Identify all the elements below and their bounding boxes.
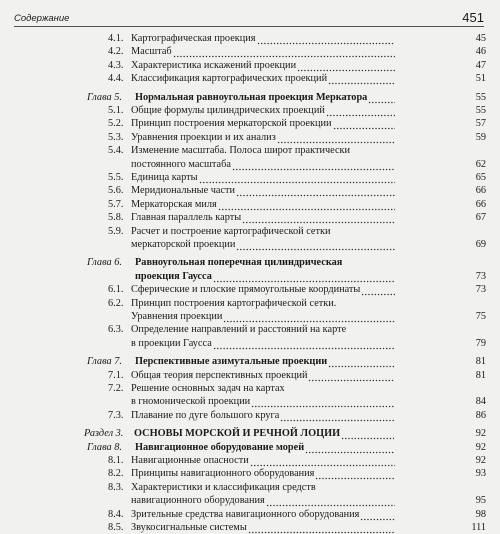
- toc-page-number: 47: [475, 59, 486, 71]
- toc-chapter-label: Глава 7.: [87, 356, 122, 368]
- leader-dots: [248, 525, 395, 534]
- toc-entry-title: Характеристика искажений проекции: [131, 59, 297, 71]
- toc-chapter-row: [0, 257, 500, 269]
- toc-entry-number: 5.2.: [108, 118, 124, 130]
- toc-entry-number: 5.6.: [108, 185, 124, 197]
- toc-page-number: 55: [475, 105, 486, 116]
- toc-page-number: 59: [475, 131, 486, 143]
- leader-dots: [368, 95, 395, 104]
- toc-chapter-title: Равноугольная поперечная цилиндрическая: [135, 257, 343, 269]
- toc-entry-row: [0, 105, 500, 117]
- toc-entry-number: 5.3.: [108, 131, 124, 143]
- toc-entry-row: [0, 212, 500, 224]
- toc-page-number: 46: [475, 46, 486, 58]
- toc-chapter-label: Глава 5.: [87, 91, 122, 103]
- toc-entry-title-continuation: в гномонической проекции: [131, 396, 251, 408]
- toc-entry-number: 8.1.: [108, 455, 124, 466]
- toc-entry-number: 5.4.: [108, 145, 124, 157]
- toc-entry-title: Принцип построения картографической сетки.: [131, 297, 337, 309]
- toc-page-number: 79: [475, 337, 486, 349]
- toc-entry-row: [0, 410, 500, 422]
- toc-chapter-title: Нормальная равноугольная проекция Меркатора: [135, 91, 368, 103]
- leader-dots: [213, 341, 395, 350]
- toc-chapter-title: Навигационное оборудование морей: [135, 441, 305, 453]
- leader-dots: [280, 413, 395, 422]
- toc-entry-row: [0, 118, 500, 130]
- toc-entry-number: 4.1.: [108, 33, 124, 44]
- toc-entry-row: [0, 509, 500, 521]
- toc-entry-row: [0, 383, 500, 395]
- toc-entry-number: 5.8.: [108, 212, 124, 224]
- toc-chapter-row: [0, 356, 500, 368]
- toc-continuation-row: [0, 159, 500, 171]
- leader-dots: [308, 373, 395, 382]
- toc-page-number: 45: [475, 33, 486, 44]
- toc-entry-title: Масштаб: [131, 46, 172, 58]
- toc-continuation-row: [0, 239, 500, 251]
- toc-entry-number: 8.5.: [108, 522, 124, 533]
- toc-entry-title: Уравнения проекции и их анализ: [131, 131, 276, 143]
- toc-entry-title: Меридиональные части: [131, 185, 236, 197]
- toc-entry-number: 5.5.: [108, 172, 124, 183]
- toc-page-number: 98: [475, 508, 486, 520]
- toc-continuation-row: [0, 495, 500, 507]
- leader-dots: [213, 274, 395, 283]
- toc-entry-row: [0, 60, 500, 72]
- header-page-number: 451: [462, 10, 484, 25]
- toc-entry-title-continuation: навигационного оборудования: [131, 495, 265, 507]
- toc-chapter-row: [0, 428, 500, 440]
- toc-entry-number: 7.2.: [108, 383, 124, 394]
- leader-dots: [326, 108, 395, 117]
- leader-dots: [236, 242, 395, 251]
- toc-entry-title: Классификация картографических проекций: [131, 73, 328, 85]
- toc-entry-row: [0, 46, 500, 58]
- leader-dots: [242, 215, 395, 224]
- toc-page-number: 92: [475, 428, 486, 440]
- toc-entry-number: 8.2.: [108, 468, 124, 480]
- toc-entry-number: 6.2.: [108, 297, 124, 309]
- toc-entry-title: Характеристики и классификация средств: [131, 481, 316, 493]
- toc-entry-row: [0, 33, 500, 45]
- toc-entry-row: [0, 172, 500, 184]
- leader-dots: [315, 471, 395, 480]
- leader-dots: [250, 458, 395, 467]
- toc-entry-title: Общие формулы цилиндрических проекций: [131, 105, 325, 116]
- toc-entry-row: [0, 522, 500, 534]
- toc-page-number: 57: [475, 118, 486, 130]
- toc-page-number: 81: [475, 356, 486, 368]
- toc-page-number: 95: [475, 495, 486, 507]
- toc-entry-number: 6.1.: [108, 284, 124, 296]
- leader-dots: [361, 287, 395, 296]
- leader-dots: [341, 431, 394, 440]
- toc-chapter-label: Глава 6.: [87, 257, 122, 269]
- toc-continuation-row: [0, 311, 500, 323]
- toc-continuation-row: [0, 338, 500, 350]
- toc-entry-title: Сферические и плоские прямоугольные координаты: [131, 284, 361, 296]
- leader-dots: [236, 188, 395, 197]
- toc-page-number: 51: [475, 73, 486, 85]
- toc-entry-title-continuation: постоянного масштаба: [131, 158, 231, 170]
- leader-dots: [232, 162, 395, 171]
- toc-chapter-title: ОСНОВЫ МОРСКОЙ И РЕЧНОЙ ЛОЦИИ: [134, 428, 341, 440]
- toc-entry-number: 4.4.: [108, 73, 124, 85]
- leader-dots: [333, 121, 395, 130]
- toc-page-number: 111: [471, 522, 486, 533]
- toc-page-number: 65: [475, 172, 486, 183]
- toc-chapter-title: Перспективные азимутальные проекции: [135, 356, 328, 368]
- leader-dots: [251, 399, 395, 408]
- toc-entry-number: 7.1.: [108, 369, 124, 381]
- leader-dots: [360, 512, 395, 521]
- toc-entry-row: [0, 455, 500, 467]
- leader-dots: [218, 202, 395, 211]
- toc-entry-title: Решение основных задач на картах: [131, 383, 285, 394]
- toc-entry-number: 5.7.: [108, 198, 124, 210]
- leader-dots: [173, 49, 395, 58]
- toc-page-number: 86: [475, 409, 486, 421]
- toc-entry-title: Навигационные опасности: [131, 455, 249, 466]
- toc-entry-row: [0, 199, 500, 211]
- toc-entry-title: Общая теория перспективных проекций: [131, 369, 308, 381]
- toc-entry-title-continuation: проекция Гаусса: [135, 270, 212, 282]
- toc-continuation-row: [0, 271, 500, 283]
- toc-page-number: 67: [475, 212, 486, 224]
- toc-entry-row: [0, 73, 500, 85]
- toc-entry-title: Расчет и построение картографической сетки: [131, 225, 331, 237]
- toc-entry-title: Изменение масштаба. Полоса широт практически: [131, 145, 351, 157]
- leader-dots: [257, 36, 395, 45]
- leader-dots: [305, 445, 395, 454]
- toc-entry-title: Меркаторская миля: [131, 198, 217, 210]
- leader-dots: [297, 63, 395, 72]
- toc-chapter-row: [0, 92, 500, 104]
- toc-entry-title: Единица карты: [131, 172, 198, 183]
- toc-entry-title-continuation: Уравнения проекции: [131, 311, 223, 322]
- toc-chapter-label: Глава 8.: [87, 441, 122, 453]
- toc-page-number: 69: [475, 239, 486, 250]
- toc-entry-number: 8.3.: [108, 481, 124, 493]
- toc-page-number: 84: [475, 396, 486, 408]
- toc-page-number: 62: [475, 158, 486, 170]
- toc-page-number: 73: [475, 284, 486, 296]
- toc-entry-title-continuation: меркаторской проекции: [131, 239, 236, 250]
- toc-page-number: 66: [475, 198, 486, 210]
- toc-entry-title: Главная параллель карты: [131, 212, 242, 224]
- toc-page-number: 73: [475, 270, 486, 282]
- toc-entry-title: Звукосигнальные системы: [131, 522, 247, 533]
- toc-entry-number: 7.3.: [108, 409, 124, 421]
- leader-dots: [223, 314, 395, 323]
- leader-dots: [277, 135, 395, 144]
- toc-chapter-label: Раздел 3.: [84, 428, 124, 440]
- toc-entry-row: [0, 482, 500, 494]
- toc-entry-number: 6.3.: [108, 324, 124, 336]
- toc-page-number: 75: [475, 311, 486, 322]
- toc-entry-number: 5.9.: [108, 225, 124, 237]
- toc-entry-number: 4.2.: [108, 46, 124, 58]
- toc-entry-title: Определение направлений и расстояний на карте: [131, 324, 347, 336]
- toc-page-number: 66: [475, 185, 486, 197]
- toc-entry-row: [0, 284, 500, 296]
- toc-page-number: 92: [475, 455, 486, 466]
- leader-dots: [199, 175, 395, 184]
- leader-dots: [328, 76, 395, 85]
- toc-entry-title: Принцип построения меркаторской проекции: [131, 118, 332, 130]
- toc-entry-number: 4.3.: [108, 59, 124, 71]
- header-section-title: Содержание: [14, 13, 70, 24]
- toc-entry-title-continuation: в проекции Гаусса: [131, 337, 212, 349]
- toc-entry-row: [0, 185, 500, 197]
- toc-entry-row: [0, 145, 500, 157]
- toc-entry-number: 5.1.: [108, 105, 124, 116]
- toc-entry-row: [0, 324, 500, 336]
- toc-entry-title: Картографическая проекция: [131, 33, 256, 44]
- toc-entry-row: [0, 468, 500, 480]
- toc-entry-row: [0, 298, 500, 310]
- toc-entry-row: [0, 132, 500, 144]
- toc-entry-title: Зрительные средства навигационного оборудования: [131, 508, 360, 520]
- toc-chapter-row: [0, 442, 500, 454]
- toc-entry-title: Плавание по дуге большого круга: [131, 409, 280, 421]
- toc-entry-number: 8.4.: [108, 508, 124, 520]
- toc-page-number: 55: [475, 91, 486, 103]
- toc-page-number: 93: [475, 468, 486, 480]
- toc-page-number: 92: [475, 441, 486, 453]
- toc-continuation-row: [0, 396, 500, 408]
- leader-dots: [328, 359, 395, 368]
- toc-page-number: 81: [475, 369, 486, 381]
- toc-entry-title: Принципы навигационного оборудования: [131, 468, 315, 480]
- toc-entry-row: [0, 226, 500, 238]
- toc-entry-row: [0, 370, 500, 382]
